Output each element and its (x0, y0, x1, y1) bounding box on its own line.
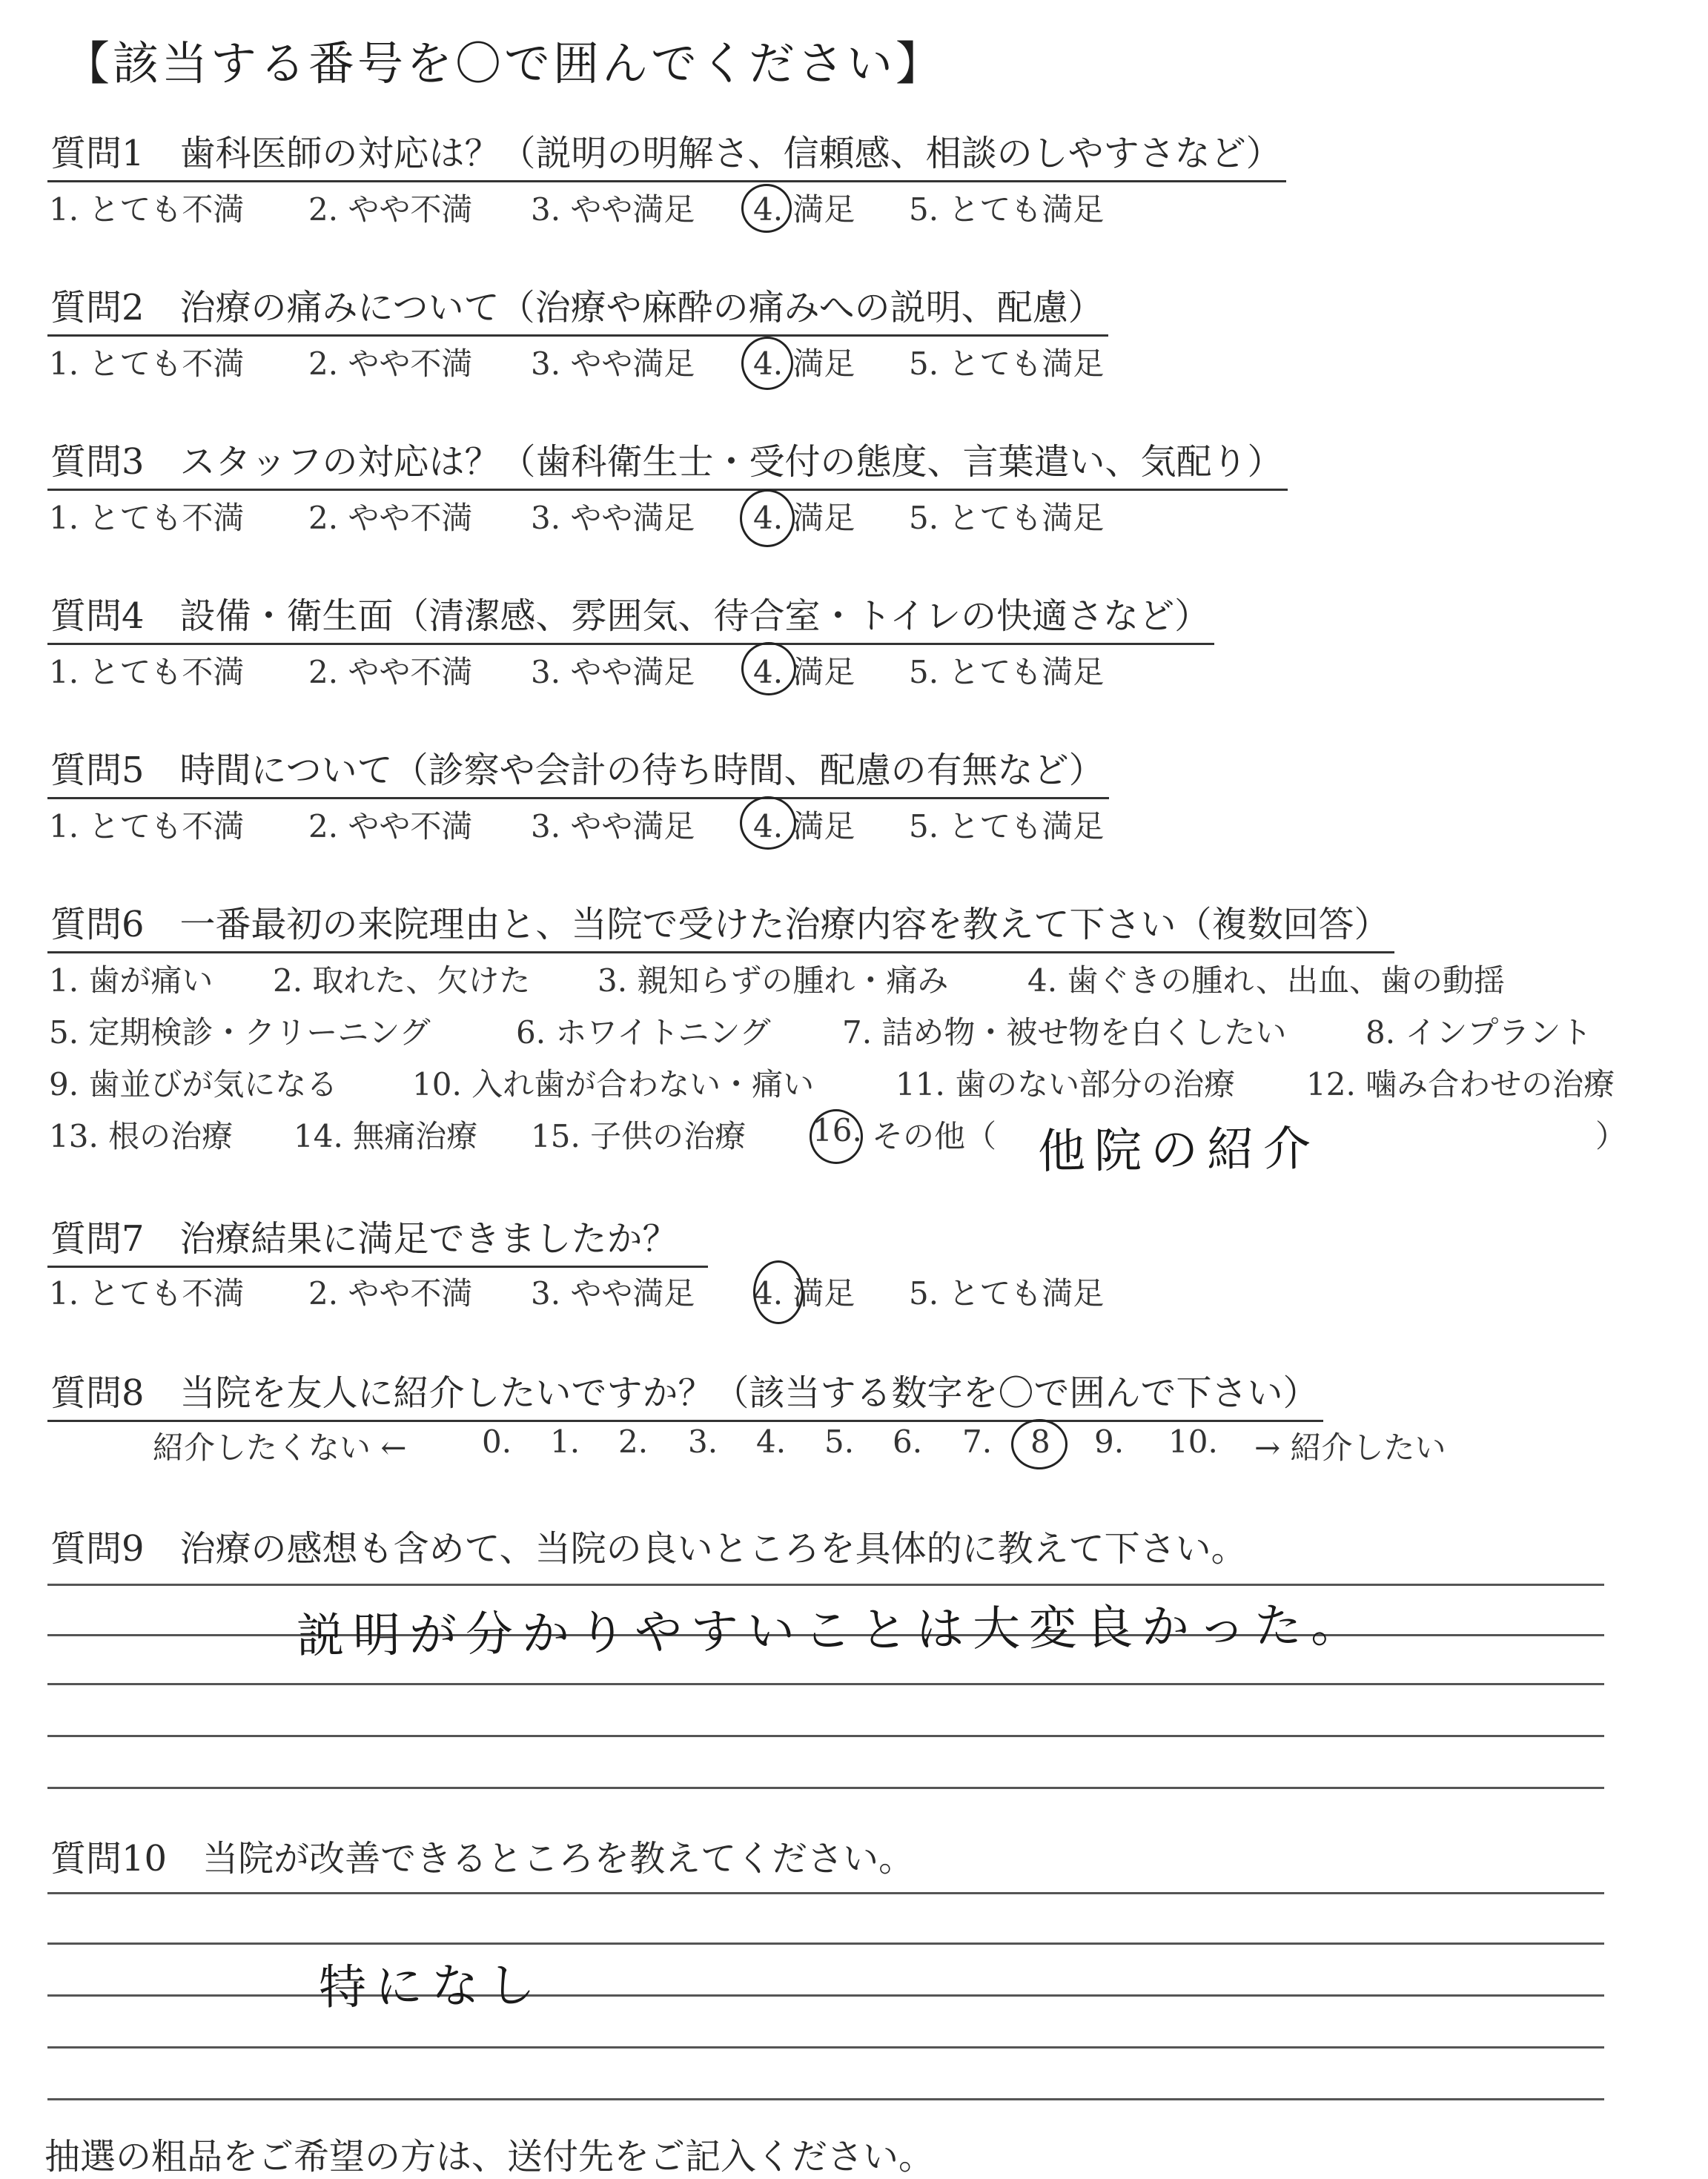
answer-line (47, 2046, 1604, 2049)
answer-line (47, 1584, 1604, 1586)
scale-10[interactable]: 10. (1168, 1424, 1218, 1460)
answer-line (47, 1735, 1604, 1737)
option-13[interactable]: 13. 根の治療 (49, 1118, 234, 1154)
option-1[interactable]: 1. とても不満 (49, 1275, 245, 1312)
option-2[interactable]: 2. やや不満 (308, 191, 473, 228)
option-5[interactable]: 5. とても満足 (909, 654, 1105, 690)
question-7-title: 質問7 治療結果に満足できましたか？ (47, 1210, 708, 1268)
option-2[interactable]: 2. やや不満 (308, 1275, 473, 1312)
question-4 (47, 587, 1214, 645)
option-3[interactable]: 3. やや満足 (531, 1275, 695, 1312)
scale-6[interactable]: 6. (893, 1424, 923, 1460)
option-1[interactable]: 1. とても不満 (49, 191, 245, 228)
question-5 (47, 741, 1109, 799)
option-4[interactable]: 4. 満足 (753, 654, 855, 690)
option-other-label: その他（ (872, 1118, 997, 1154)
question-2 (47, 279, 1108, 337)
scale-0[interactable]: 0. (482, 1424, 512, 1460)
answer-line (47, 1892, 1604, 1894)
question-10-title: 質問10 当院が改善できるところを教えてください。 (50, 1838, 915, 1879)
answer-line (47, 1942, 1604, 1945)
scale-8[interactable]: 8 (1030, 1424, 1050, 1460)
option-5[interactable]: 5. とても満足 (909, 500, 1105, 536)
question-2-title: 質問2 治療の痛みについて（治療や麻酔の痛みへの説明、配慮） (47, 279, 1108, 337)
answer-circle-q5 (740, 796, 796, 850)
question-4-title: 質問4 設備・衛生面（清潔感、雰囲気、待合室・トイレの快適さなど） (47, 587, 1214, 645)
option-4[interactable]: 4. 満足 (753, 1275, 855, 1312)
answer-line (47, 1683, 1604, 1685)
answer-circle-q1 (741, 184, 792, 233)
option-10[interactable]: 10. 入れ歯が合わない・痛い (412, 1066, 815, 1102)
question-6 (47, 896, 1394, 953)
option-4[interactable]: 4. 歯ぐきの腫れ、出血、歯の動揺 (1027, 962, 1505, 999)
option-2[interactable]: 2. やや不満 (308, 345, 473, 382)
option-3[interactable]: 3. やや満足 (531, 654, 695, 690)
answer-circle-q8 (1011, 1419, 1068, 1469)
option-1[interactable]: 1. とても不満 (49, 808, 245, 844)
other-handwritten-answer: 他院の紹介 (1037, 1122, 1320, 1180)
answer-line (47, 1787, 1604, 1789)
option-3[interactable]: 3. やや満足 (531, 191, 695, 228)
answer-circle-q4 (741, 642, 796, 695)
option-15[interactable]: 15. 子供の治療 (531, 1118, 747, 1154)
option-7[interactable]: 7. 詰め物・被せ物を白くしたい (842, 1014, 1287, 1051)
answer-line (47, 1994, 1604, 1997)
q9-handwritten-answer: 説明が分かりやすいことは大変良かった。 (296, 1598, 1368, 1664)
scale-5[interactable]: 5. (824, 1424, 855, 1460)
option-2[interactable]: 2. 取れた、欠けた (273, 962, 531, 999)
option-4[interactable]: 4. 満足 (753, 808, 855, 844)
option-2[interactable]: 2. やや不満 (308, 654, 473, 690)
question-7 (47, 1210, 708, 1268)
option-9[interactable]: 9. 歯並びが気になる (49, 1066, 338, 1102)
answer-circle-q2 (741, 337, 793, 390)
option-other-close: ） (1595, 1118, 1627, 1154)
scale-4[interactable]: 4. (756, 1424, 787, 1460)
question-8 (47, 1364, 1323, 1422)
option-3[interactable]: 3. 親知らずの腫れ・痛み (598, 962, 949, 999)
question-3 (47, 433, 1288, 491)
option-3[interactable]: 3. やや満足 (531, 808, 695, 844)
option-1[interactable]: 1. とても不満 (49, 345, 245, 382)
scale-left-label: 紹介したくない ← (153, 1429, 407, 1466)
option-5[interactable]: 5. とても満足 (909, 345, 1105, 382)
q10-handwritten-answer: 特になし (318, 1958, 545, 2016)
question-3-title: 質問3 スタッフの対応は？（歯科衛生士・受付の態度、言葉遣い、気配り） (47, 433, 1288, 491)
answer-circle-q6 (810, 1109, 863, 1164)
scale-1[interactable]: 1. (550, 1424, 580, 1460)
answer-circle-q3 (740, 489, 795, 547)
scale-7[interactable]: 7. (962, 1424, 993, 1460)
scale-9[interactable]: 9. (1094, 1424, 1125, 1460)
option-1[interactable]: 1. 歯が痛い (49, 962, 214, 999)
question-1 (47, 125, 1286, 182)
option-3[interactable]: 3. やや満足 (531, 345, 695, 382)
question-9 (47, 1520, 1251, 1575)
scale-right-label: → 紹介したい (1254, 1429, 1446, 1466)
option-14[interactable]: 14. 無痛治療 (294, 1118, 478, 1154)
option-3[interactable]: 3. やや満足 (531, 500, 695, 536)
footer-note: 抽選の粗品をご希望の方は、送付先をご記入ください。 (44, 2136, 935, 2178)
option-5[interactable]: 5. とても満足 (909, 191, 1105, 228)
option-4[interactable]: 4. 満足 (753, 500, 855, 536)
option-12[interactable]: 12. 噛み合わせの治療 (1306, 1066, 1615, 1102)
question-8-title: 質問8 当院を友人に紹介したいですか？（該当する数字を〇で囲んで下さい） (47, 1364, 1323, 1422)
answer-line (47, 2098, 1604, 2100)
option-1[interactable]: 1. とても不満 (49, 654, 245, 690)
form-header: 【該当する番号を〇で囲んでください】 (64, 36, 945, 90)
question-10 (47, 1830, 918, 1885)
option-5[interactable]: 5. とても満足 (909, 1275, 1105, 1312)
scale-2[interactable]: 2. (618, 1424, 649, 1460)
option-5[interactable]: 5. 定期検診・クリーニング (49, 1014, 431, 1051)
option-1[interactable]: 1. とても不満 (49, 500, 245, 536)
option-8[interactable]: 8. インプラント (1366, 1014, 1592, 1051)
option-11[interactable]: 11. 歯のない部分の治療 (896, 1066, 1236, 1102)
question-6-title: 質問6 一番最初の来院理由と、当院で受けた治療内容を教えて下さい（複数回答） (47, 896, 1394, 953)
option-5[interactable]: 5. とても満足 (909, 808, 1105, 844)
option-16[interactable]: 16. (812, 1112, 862, 1148)
question-9-title: 質問9 治療の感想も含めて、当院の良いところを具体的に教えて下さい。 (50, 1528, 1247, 1570)
answer-circle-q7 (753, 1260, 804, 1324)
option-2[interactable]: 2. やや不満 (308, 500, 473, 536)
question-1-title: 質問1 歯科医師の対応は？（説明の明解さ、信頼感、相談のしやすさなど） (47, 125, 1286, 182)
option-4[interactable]: 4. 満足 (753, 345, 855, 382)
question-5-title: 質問5 時間について（診察や会計の待ち時間、配慮の有無など） (47, 741, 1109, 799)
option-4[interactable]: 4. 満足 (753, 191, 855, 228)
scale-3[interactable]: 3. (688, 1424, 718, 1460)
option-6[interactable]: 6. ホワイトニング (516, 1014, 771, 1051)
option-2[interactable]: 2. やや不満 (308, 808, 473, 844)
